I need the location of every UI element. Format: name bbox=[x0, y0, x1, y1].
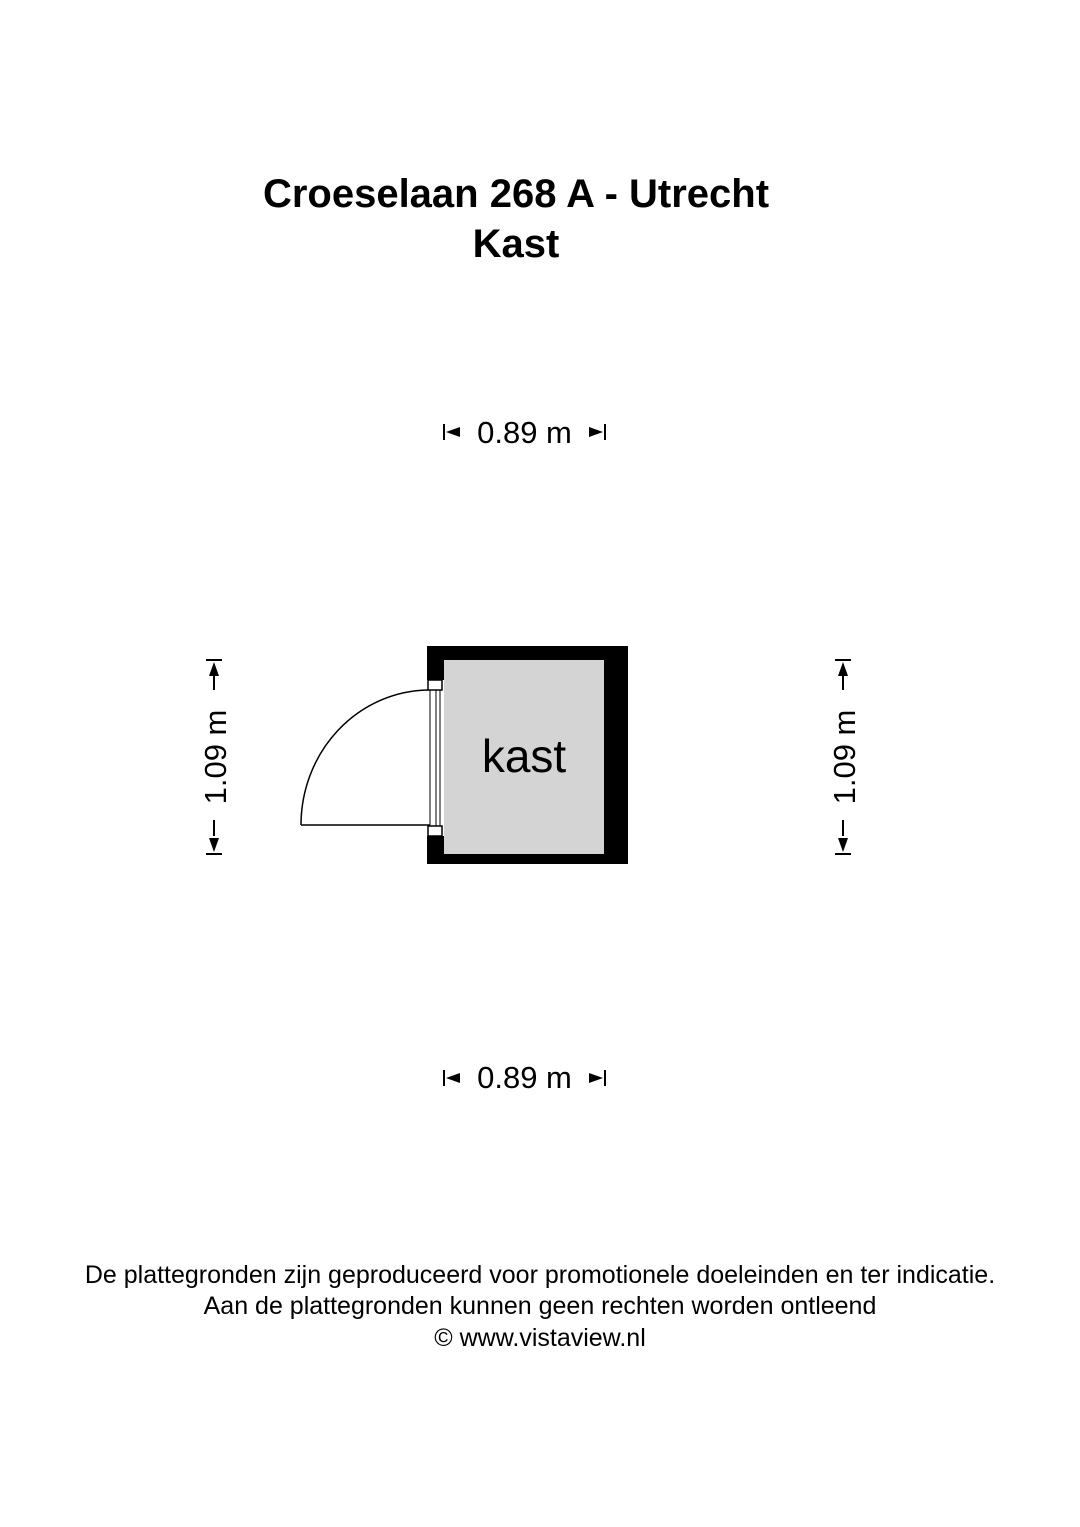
dimension-width-bottom-label: 0.89 m bbox=[477, 1060, 572, 1095]
dimension-width-top-label: 0.89 m bbox=[477, 415, 572, 450]
disclaimer-line-1: De plattegronden zijn geproduceerd voor promotionele doeleinden en ter indicatie. bbox=[84, 1261, 996, 1289]
disclaimer-line-2: Aan de plattegronden kunnen geen rechten worden ontleend bbox=[203, 1292, 877, 1320]
door-jamb-top bbox=[428, 680, 442, 690]
room-label: kast bbox=[481, 730, 567, 782]
door-jamb-bottom bbox=[428, 826, 442, 836]
dimension-depth-right: 1.09 m bbox=[827, 709, 862, 805]
copyright-link[interactable]: © www.vistaview.nl bbox=[434, 1324, 646, 1352]
door-swing-arc bbox=[301, 690, 428, 825]
dimension-width-top bbox=[443, 413, 606, 453]
plan-title-address: Croeselaan 268 A - Utrecht bbox=[262, 172, 770, 216]
dimension-width-bottom bbox=[443, 1058, 606, 1098]
plan-title-floor: Kast bbox=[472, 222, 560, 266]
dimension-depth-left: 1.09 m bbox=[198, 709, 233, 805]
